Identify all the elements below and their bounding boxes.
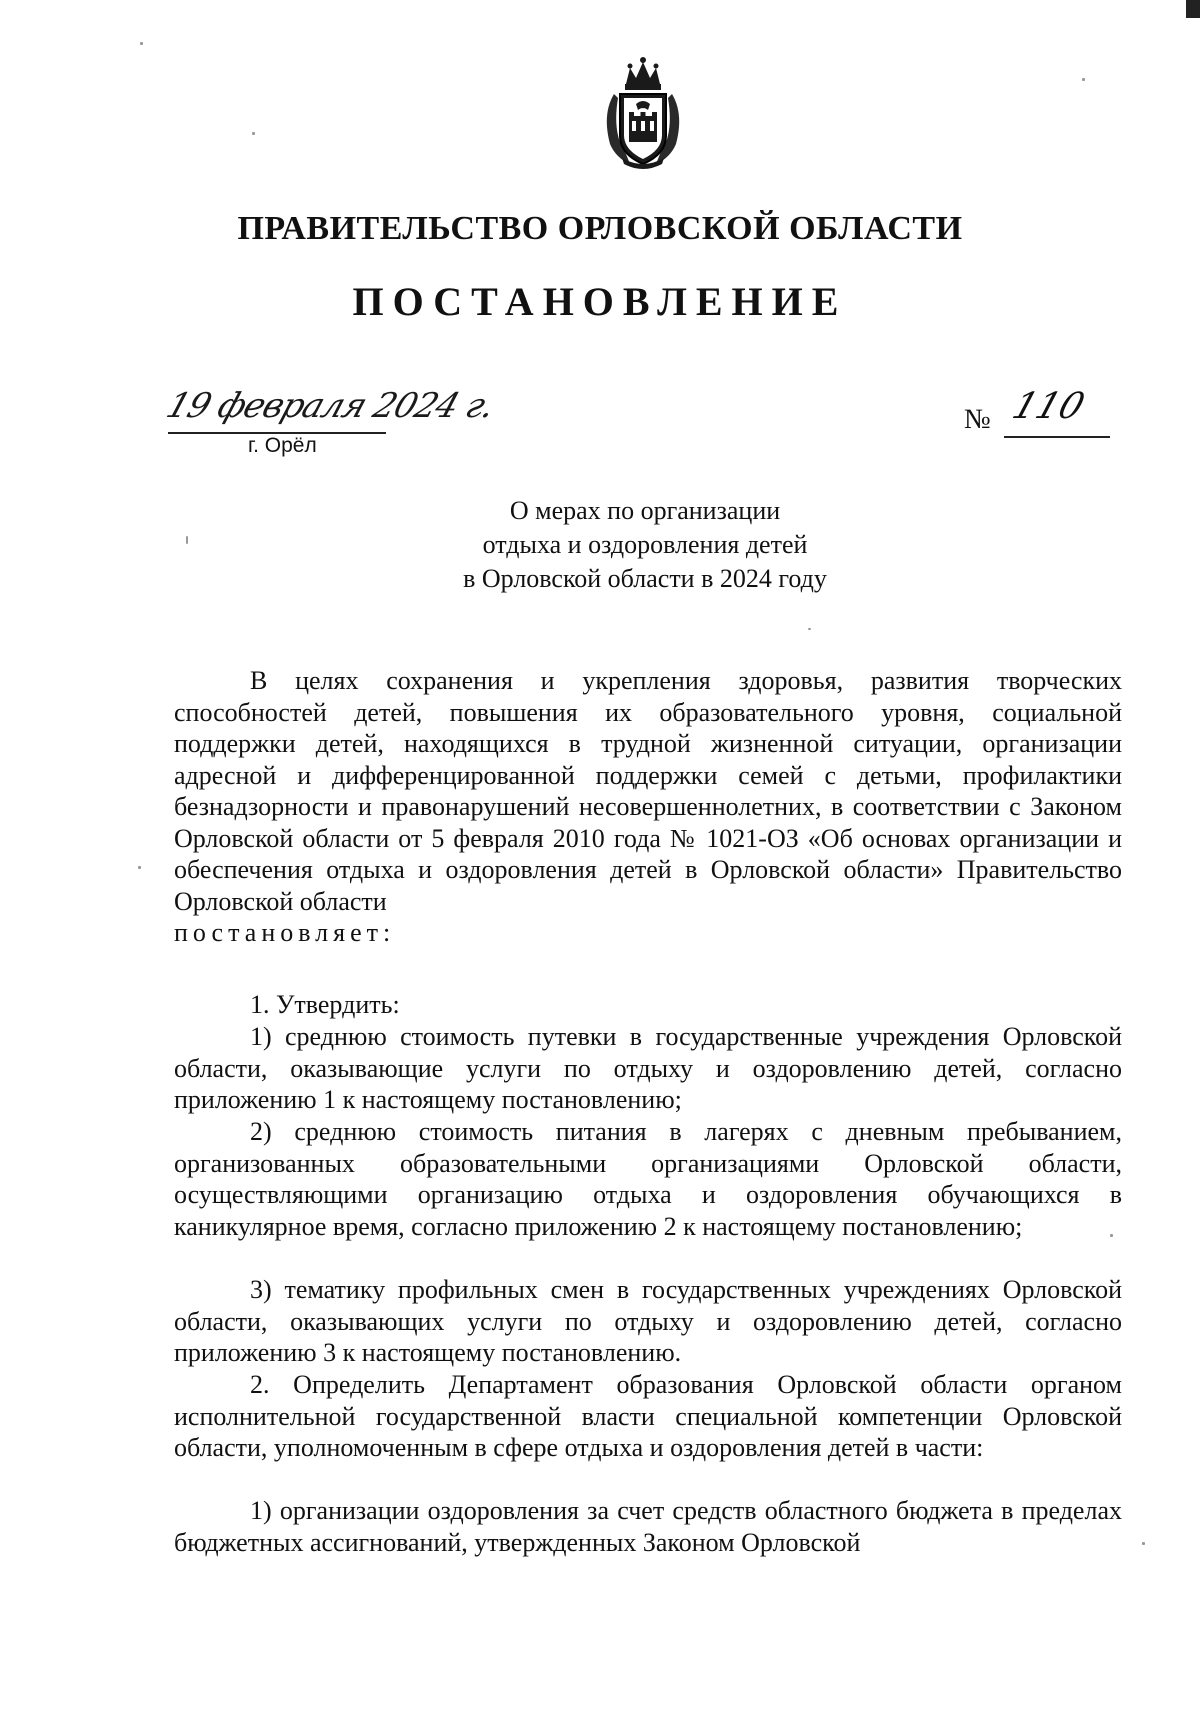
item-2: 2. Определить Департамент образования Орловской области органом исполнительной государственной власти специальной компетенции Орловской области, уполномоченным в сфере отдыха и оздоровления детей в части: [174, 1370, 1122, 1462]
handwritten-number: 110 [1007, 386, 1090, 427]
decree-word: постановляет: [174, 918, 396, 947]
scan-speck [1142, 1542, 1145, 1545]
document-subject [0, 494, 1200, 596]
item-1-heading: 1. Утвердить: [250, 990, 400, 1019]
number-underline [1004, 436, 1110, 438]
scan-speck [186, 536, 188, 544]
scan-speck [808, 628, 811, 630]
scan-edge-mark [1186, 0, 1200, 18]
scan-speck [140, 42, 143, 45]
organization-title: ПРАВИТЕЛЬСТВО ОРЛОВСКОЙ ОБЛАСТИ [237, 210, 963, 247]
number-sign: № [964, 404, 991, 435]
item-2-1: 1) организации оздоровления за счет средств областного бюджета в пределах бюджетных ассигнований, утвержденных Законом Орловской [174, 1496, 1122, 1557]
subject-line: отдыха и оздоровления детей [482, 530, 808, 559]
scan-speck [1110, 1234, 1113, 1237]
subject-line: О мерах по организации [509, 496, 781, 525]
preamble-paragraph: В целях сохранения и укрепления здоровья, развития творческих способностей детей, повышения их образовательного уровня, социальной поддержки детей, находящихся в трудной жизненной ситуации, организации адресной и дифференцированной поддержки семей с детьми, профилактики безнадзорности и правонарушений несовершеннолетних, в соответствии с Законом Орловской области от 5 февраля 2010 года № 1021-ОЗ «Об основах организации и обеспечения отдыха и оздоровления детей в Орловской области» Правительство Орловской области [174, 666, 1122, 916]
subject-line: в Орловской области в 2024 году [463, 564, 827, 593]
scan-speck [252, 132, 255, 135]
item-1-2: 2) среднюю стоимость питания в лагерях с дневным пребыванием, организованных образовательными организациями Орловской области, осуществляющими организацию отдыха и оздоровления обучающихся в каникулярное время, согласно приложению 2 к настоящему постановлению; [174, 1117, 1122, 1241]
scan-speck [138, 866, 141, 869]
item-1-3: 3) тематику профильных смен в государственных учреждениях Орловской области, оказывающих услуги по отдыху и оздоровлению детей, согласно приложению 3 к настоящему постановлению. [174, 1275, 1122, 1367]
handwritten-date: 19 февраля 2024 г. [161, 386, 500, 426]
document-type-title: ПОСТАНОВЛЕНИЕ [352, 279, 848, 324]
scan-speck [1082, 78, 1085, 81]
city-label: г. Орёл [248, 434, 317, 457]
coat-of-arms-emblem [596, 54, 690, 172]
item-1-1: 1) среднюю стоимость путевки в государственные учреждения Орловской области, оказывающие услуги по отдыху и оздоровлению детей, согласно приложению 1 к настоящему постановлению; [174, 1022, 1122, 1114]
